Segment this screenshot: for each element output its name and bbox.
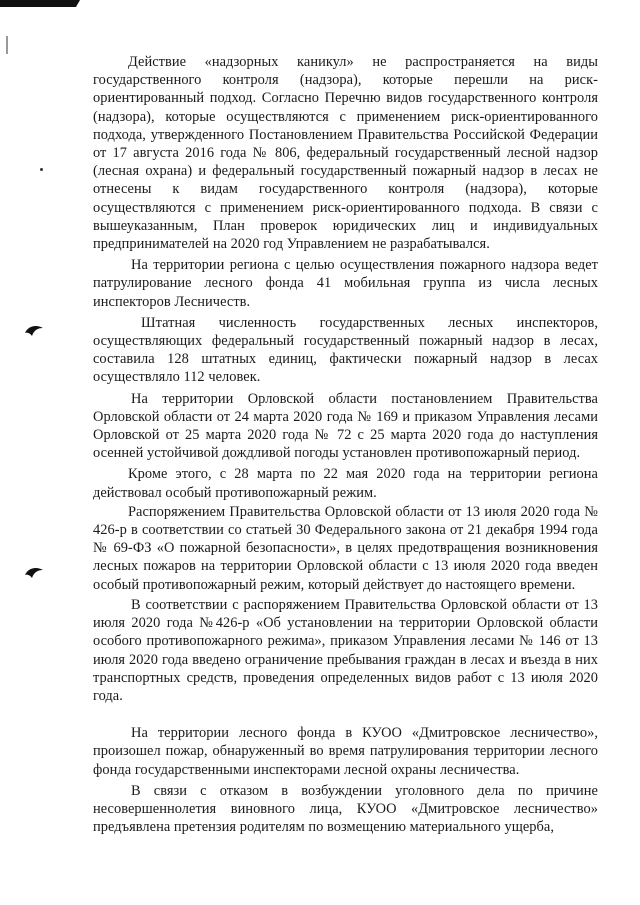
- paragraph-order-426r: Распоряжением Правительства Орловской области от 13 июля 2020 года № 426-р в соответствии со статьей 30 Федерального закона от 21 декабря 1994 года № 69-ФЗ «О пожарной безопасности», в целях предотвращения возникновения лесных пожаров на территории Орловской области с 13 июля 2020 года введен особый противопожарный режим, который действует до настоящего времени.: [93, 503, 598, 593]
- paragraph-forest-restriction: В соответствии с распоряжением Правительства Орловской области от 13 июля 2020 года №426-р «Об установлении на территории Орловской области особого противопожарного режима», приказом Управления лесами № 146 от 13 июля 2020 года введено ограничение пребывания граждан в лесах и въезда в них транспортных средств, проведения определенных видов работ с 13 июля 2020 года.: [93, 596, 598, 704]
- paragraph-dmitrovsky-fire: На территории лесного фонда в КУОО «Дмитровское лесничество», произошел пожар, обнаруженный во время патрулирования территории лесного фонда государственными инспекторами лесной охраны лесничества.: [93, 725, 598, 778]
- paragraph-damage-claim: В связи с отказом в возбуждении уголовного дела по причине несовершеннолетия виновного лица, КУОО «Дмитровское лесничество» предъявлена претензия родителям по возмещению материального ущерба,: [93, 782, 598, 836]
- scan-dot: [40, 168, 43, 171]
- paragraph-fire-period: На территории Орловской области постановлением Правительства Орловской области от 24 марта 2020 года № 169 и приказом Управления лесами Орловской от 25 марта 2020 года № 72 с 25 марта 2020 года до наступления осенней устойчивой дождливой погоды установлен противопожарный период.: [93, 390, 598, 462]
- scan-speck: [6, 36, 8, 54]
- paragraph-special-regime-spring: Кроме этого, с 28 марта по 22 мая 2020 года на территории региона действовал особый противопожарный режим.: [93, 466, 598, 501]
- hole-punch-mark-icon: [24, 566, 44, 580]
- paragraph-supervisory-holidays: Действие «надзорных каникул» не распространяется на виды государственного контроля (надзора), которые перешли на риск-ориентированный подход. Согласно Перечню видов государственного контроля (надзора), которые осуществляются с применением риск-ориентированного подхода, утвержденного Постановлением Правительства Российской Федерации от 17 августа 2016 года № 806, федеральный государственный лесной надзор (лесная охрана) и федеральный государственный пожарный надзор в лесах не отнесены к видам государственного контроля (надзора), которые осуществляются с применением риск-ориентированного подхода. В связи с вышеуказанным, План проверок юридических лиц и индивидуальных предпринимателей на 2020 год Управлением не разрабатывался.: [93, 54, 598, 253]
- scan-edge-mark: [0, 0, 80, 7]
- paragraph-staff-numbers: Штатная численность государственных лесных инспекторов, осуществляющих федеральный государственный пожарный надзор в лесах, составила 128 штатных единиц, фактически пожарный надзор в лесах осуществляло 112 человек.: [93, 314, 598, 386]
- paragraph-mobile-groups: На территории региона с целью осуществления пожарного надзора ведет патрулирование лесного фонда 41 мобильная группа из числа лесных инспекторов Лесничеств.: [93, 257, 598, 310]
- document-body: [93, 53, 598, 836]
- hole-punch-mark-icon: [24, 324, 44, 338]
